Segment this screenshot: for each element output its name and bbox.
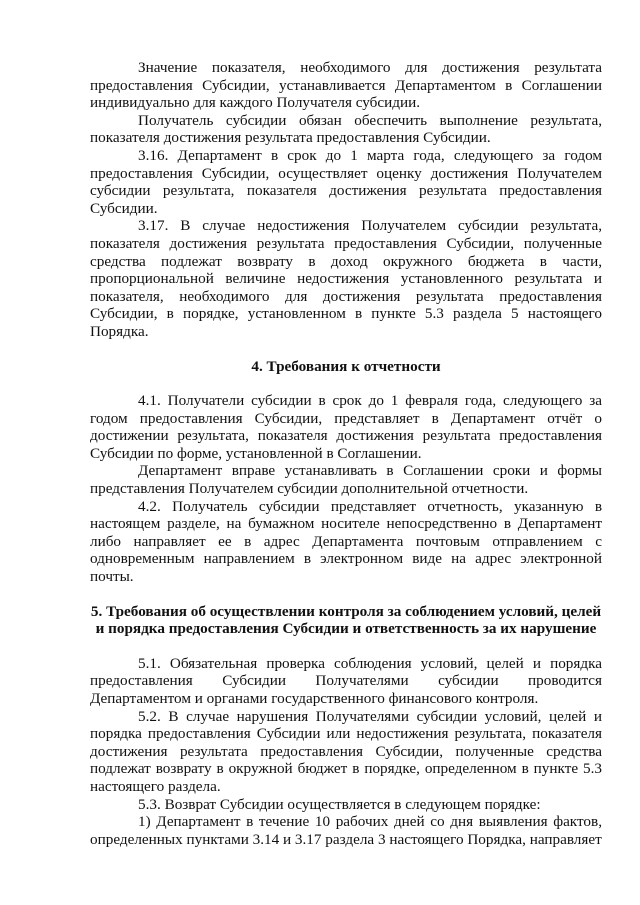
- paragraph-3-16: 3.16. Департамент в срок до 1 марта года, следующего за годом предоставления Субсидии, осуществляет оценку достижения Получателем субсидии результата, показателя достижения результата предоставления Субсидии.: [90, 146, 602, 217]
- document-page: [90, 59, 602, 848]
- paragraph-3-17: 3.17. В случае недостижения Получателем субсидии результата, показателя достижения результата предоставления Субсидии, полученные средства подлежат возврату в доход окружного бюджета в части, пропорциональной величине недостижения установленного результата и показателя, необходимого для достижения результата предоставления Субсидии, в порядке, установленном в пункте 5.3 раздела 5 настоящего Порядка.: [90, 217, 602, 340]
- section-5-heading-line-2: и порядка предоставления Субсидии и ответственность за их нарушение: [95, 620, 597, 638]
- paragraph-4-1: 4.1. Получатели субсидии в срок до 1 февраля года, следующего за годом предоставления Субсидии, представляет в Департамент отчёт о достижении результата, показателя достижения результата предоставления Субсидии по форме, установленной в Соглашении.: [90, 392, 602, 462]
- paragraph-obligation: Получатель субсидии обязан обеспечить выполнение результата, показателя достижения результата предоставления Субсидии.: [90, 111, 602, 147]
- section-4-heading: 4. Требования к отчетности: [251, 357, 441, 375]
- paragraph-5-3-item-1: 1) Департамент в течение 10 рабочих дней со дня выявления фактов, определенных пунктами 3.14 и 3.17 раздела 3 настоящего Порядка, направляет: [90, 813, 602, 848]
- paragraph-5-1: 5.1. Обязательная проверка соблюдения условий, целей и порядка предоставления Субсидии Получателями субсидии проводится Департаментом и органами государственного финансового контроля.: [90, 654, 602, 707]
- paragraph-indicator-value: Значение показателя, необходимого для достижения результата предоставления Субсидии, устанавливается Департаментом в Соглашении индивидуально для каждого Получателя субсидии.: [90, 59, 602, 112]
- paragraph-5-3: 5.3. Возврат Субсидии осуществляется в следующем порядке:: [138, 795, 541, 813]
- paragraph-4-2: 4.2. Получатель субсидии представляет отчетность, указанную в настоящем разделе, на бумажном носителе непосредственно в Департамент либо направляет ее в адрес Департамента почтовым отправлением с одновременным направлением в электронном виде на адрес электронной почты.: [90, 497, 602, 586]
- section-5-heading-line-1: 5. Требования об осуществлении контроля за соблюдением условий, целей: [90, 602, 602, 620]
- section-5-heading: [90, 603, 602, 638]
- paragraph-additional-reporting: Департамент вправе устанавливать в Соглашении сроки и формы представления Получателем субсидии дополнительной отчетности.: [90, 462, 602, 498]
- paragraph-5-2: 5.2. В случае нарушения Получателями субсидии условий, целей и порядка предоставления Субсидии или недостижения результата, показателя достижения результата предоставления Субсидии, полученные средства подлежат возврату в окружной бюджет в порядке, определенном в пункте 5.3 настоящего раздела.: [90, 707, 602, 795]
